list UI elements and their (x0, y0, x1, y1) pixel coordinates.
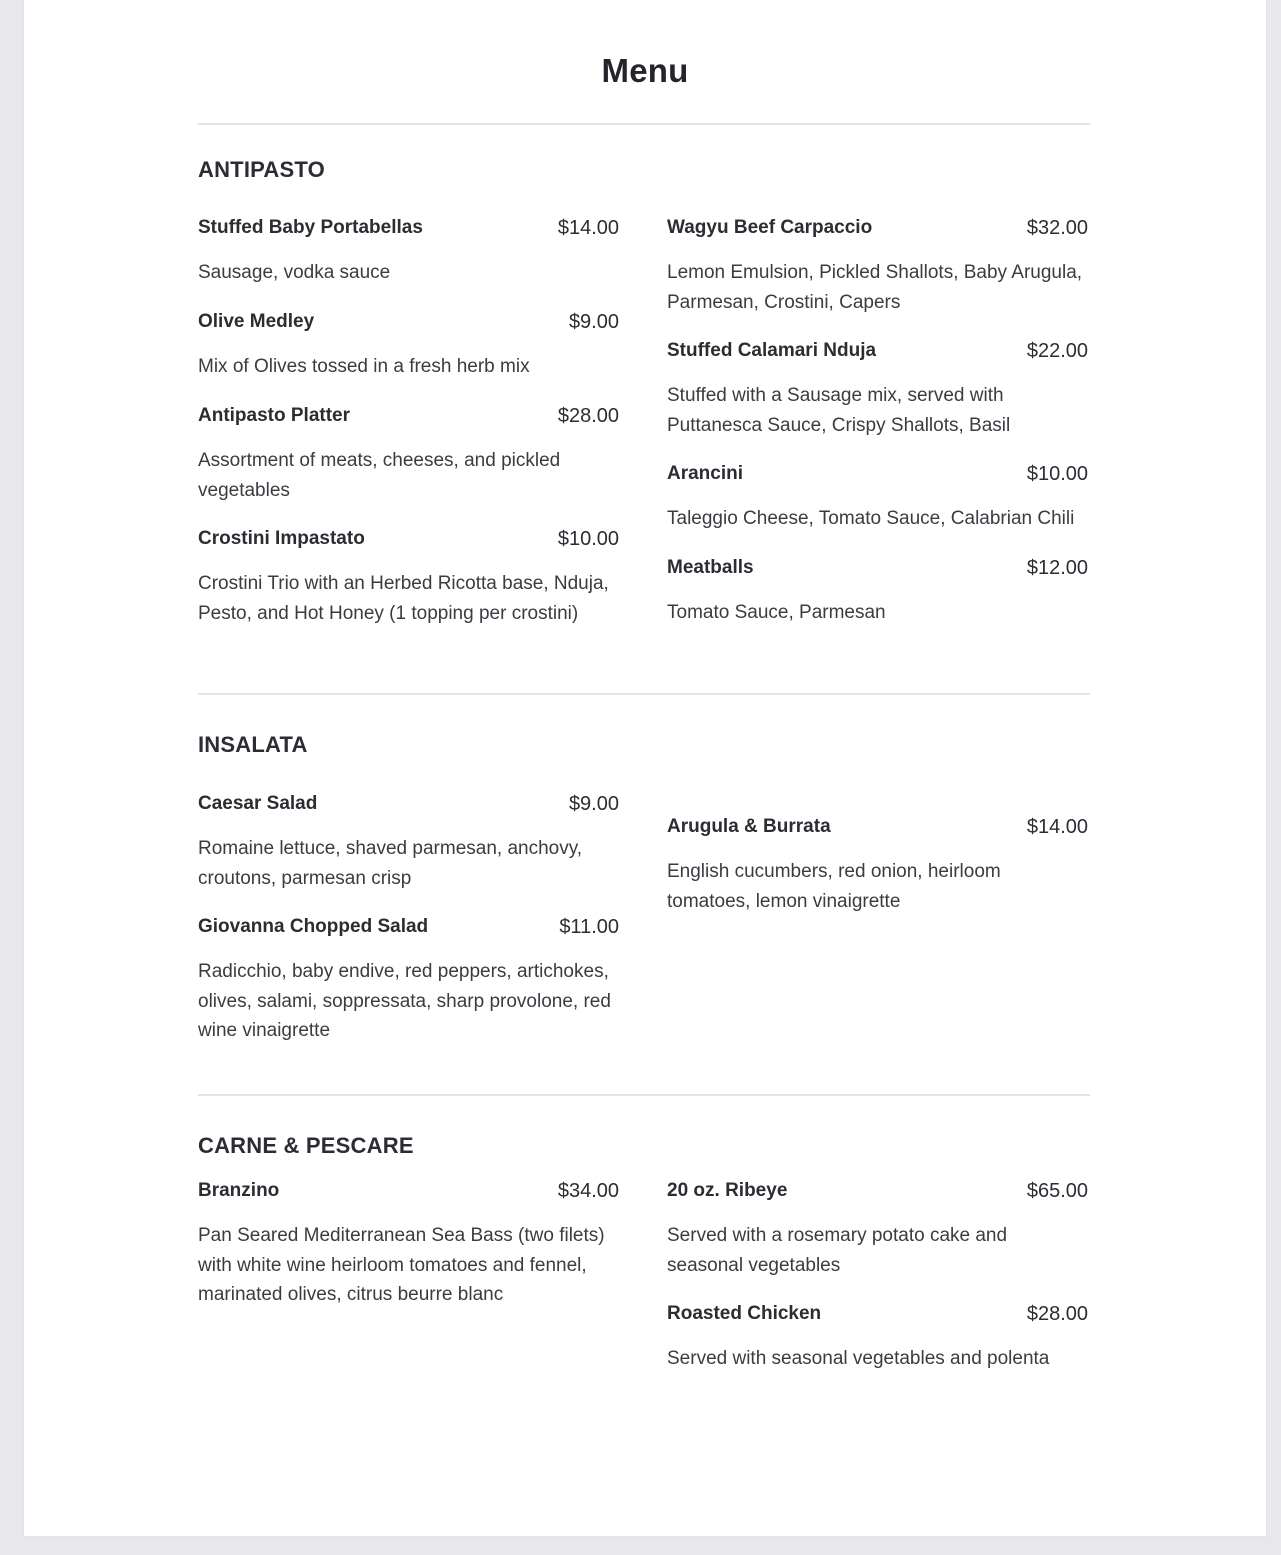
item-description: Sausage, vodka sauce (198, 262, 391, 283)
item-description: Served with a rosemary potato cake and seasonal vegetables (667, 1225, 1008, 1276)
item-description: English cucumbers, red onion, heirloom tomatoes, lemon vinaigrette (667, 861, 1001, 912)
item-price: $14.00 (557, 217, 619, 239)
menu-item (667, 217, 1088, 317)
item-name: Crostini Impastato (198, 528, 365, 549)
item-description: Romaine lettuce, shaved parmesan, anchovy, croutons, parmesan crisp (198, 838, 583, 889)
item-name: 20 oz. Ribeye (667, 1180, 788, 1201)
item-price: $11.00 (559, 916, 619, 938)
item-price: $10.00 (557, 528, 619, 550)
item-description: Lemon Emulsion, Pickled Shallots, Baby Arugula, Parmesan, Crostini, Capers (667, 262, 1083, 313)
menu-item (198, 405, 619, 505)
item-name: Caesar Salad (198, 793, 318, 814)
item-price: $12.00 (1026, 557, 1088, 579)
divider (198, 693, 1090, 695)
menu-item (667, 1303, 1088, 1374)
item-price: $22.00 (1026, 340, 1088, 362)
item-price: $28.00 (557, 405, 619, 427)
item-name: Olive Medley (198, 311, 315, 332)
divider (198, 123, 1090, 125)
item-name: Antipasto Platter (198, 405, 351, 426)
menu-page (24, 0, 1266, 1536)
item-name: Meatballs (667, 557, 754, 578)
item-name: Wagyu Beef Carpaccio (667, 217, 873, 238)
item-price: $9.00 (568, 311, 619, 333)
item-description: Taleggio Cheese, Tomato Sauce, Calabrian Chili (667, 508, 1075, 529)
item-name: Stuffed Calamari Nduja (667, 340, 877, 361)
menu-item (667, 816, 1088, 916)
menu-item (667, 463, 1088, 534)
item-description: Stuffed with a Sausage mix, served with Puttanesca Sauce, Crispy Shallots, Basil (667, 385, 1011, 436)
section-title-antipasto: ANTIPASTO (198, 157, 325, 182)
item-price: $34.00 (557, 1180, 619, 1202)
item-price: $65.00 (1026, 1180, 1088, 1202)
item-price: $14.00 (1026, 816, 1088, 838)
item-description: Radicchio, baby endive, red peppers, artichokes, olives, salami, soppressata, sharp provolone, red wine vinaigrette (198, 961, 611, 1041)
menu-item (667, 557, 1088, 628)
menu-item (198, 793, 619, 893)
item-name: Arancini (667, 463, 744, 484)
item-price: $10.00 (1026, 463, 1088, 485)
item-name: Stuffed Baby Portabellas (198, 217, 423, 238)
item-price: $32.00 (1026, 217, 1088, 239)
item-name: Roasted Chicken (667, 1303, 822, 1324)
item-price: $9.00 (568, 793, 619, 815)
section-title-carne-pescare: CARNE & PESCARE (198, 1133, 414, 1158)
menu-item (198, 217, 619, 288)
item-description: Pan Seared Mediterranean Sea Bass (two filets) with white wine heirloom tomatoes and fennel, marinated olives, citrus beurre blanc (198, 1225, 605, 1305)
menu-item (667, 1180, 1088, 1280)
menu-item (198, 311, 619, 382)
item-description: Mix of Olives tossed in a fresh herb mix (198, 356, 530, 377)
item-description: Crostini Trio with an Herbed Ricotta base, Nduja, Pesto, and Hot Honey (1 topping per crostini) (198, 573, 609, 624)
page-title: Menu (601, 52, 689, 89)
menu-item (198, 528, 619, 628)
section-title-insalata: INSALATA (198, 732, 308, 757)
item-description: Tomato Sauce, Parmesan (667, 602, 886, 623)
item-price: $28.00 (1026, 1303, 1088, 1325)
menu-item (198, 1180, 619, 1310)
divider (198, 1094, 1090, 1096)
item-description: Served with seasonal vegetables and polenta (667, 1348, 1050, 1369)
menu-item (198, 916, 619, 1046)
item-description: Assortment of meats, cheeses, and pickled vegetables (198, 450, 561, 501)
item-name: Giovanna Chopped Salad (198, 916, 429, 937)
item-name: Arugula & Burrata (667, 816, 831, 837)
item-name: Branzino (198, 1180, 280, 1201)
menu-item (667, 340, 1088, 440)
